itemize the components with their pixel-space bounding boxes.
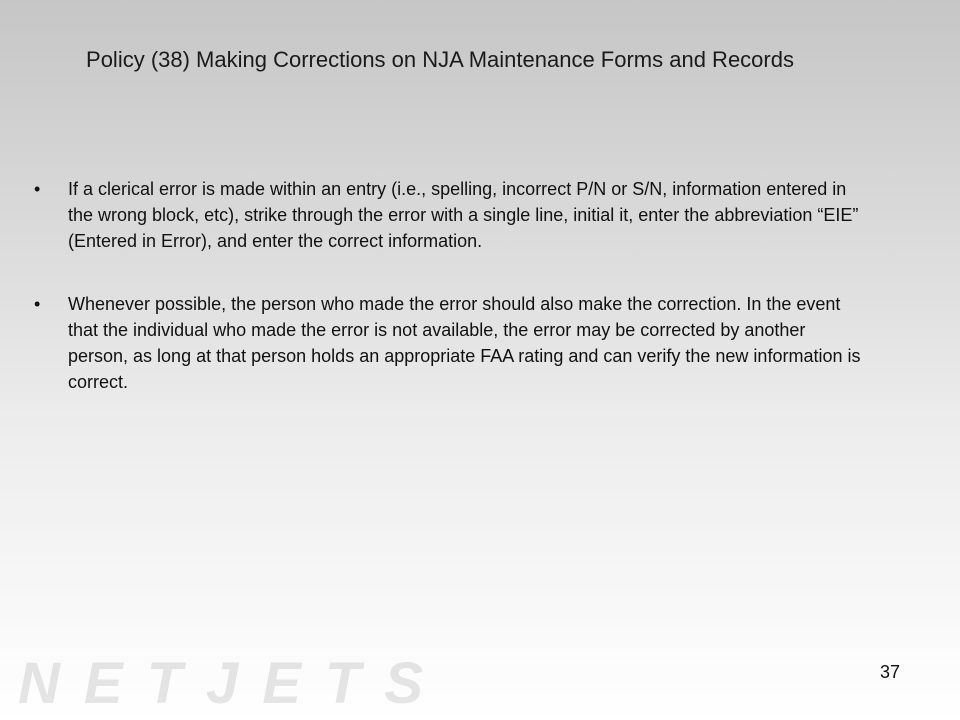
bullet-text: If a clerical error is made within an entry (i.e., spelling, incorrect P/N or S/N, information entered in the wrong block, etc), strike through the error with a single line, initial it, enter the abbreviation “EIE” (Entered in Error), and enter the correct information. — [68, 179, 859, 251]
page-number: 37 — [880, 662, 901, 682]
bullet-item — [30, 291, 870, 395]
netjets-logo: NETJETS — [18, 651, 448, 716]
bullet-text: Whenever possible, the person who made the error should also make the correction. In the event that the individual who made the error is not available, the error may be corrected by another person, as long at that person holds an appropriate FAA rating and can verify the new information is correct. — [68, 294, 861, 392]
bullet-item — [30, 176, 870, 254]
bullet-list — [30, 176, 870, 432]
bullet-marker: • — [34, 294, 41, 314]
slide-title: Policy (38) Making Corrections on NJA Maintenance Forms and Records — [86, 47, 794, 72]
bullet-marker: • — [34, 179, 41, 199]
